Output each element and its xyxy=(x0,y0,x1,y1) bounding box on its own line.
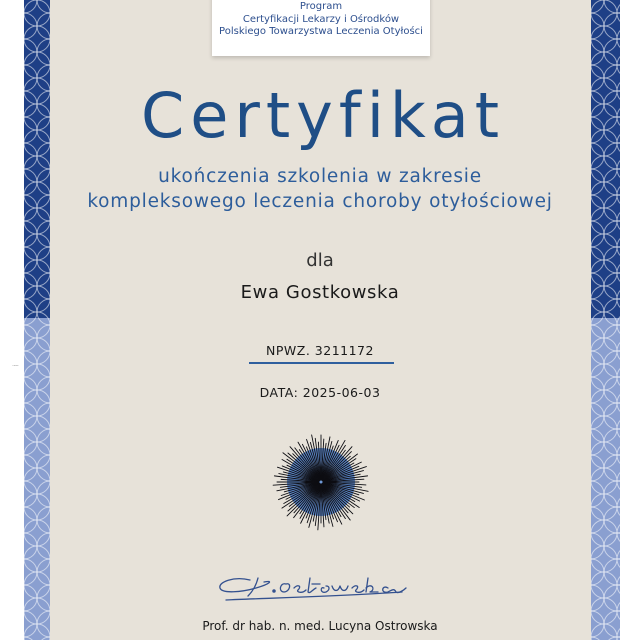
npwz-number: NPWZ. 3211172 xyxy=(266,343,374,358)
starburst-emblem-icon xyxy=(271,432,371,532)
for-label: dla xyxy=(306,250,334,271)
program-header-line-2: Certyfikacji Lekarzy i Ośrodków xyxy=(242,13,400,25)
certificate-subtitle-line-2: kompleksowego leczenia choroby otyłościowej xyxy=(87,191,553,212)
certificate-title: Certyfikat xyxy=(140,79,506,152)
signer-name: Prof. dr hab. n. med. Lucyna Ostrowska xyxy=(202,619,438,633)
certificate-date: DATA: 2025-06-03 xyxy=(259,385,381,400)
certificate-subtitle-line-1: ukończenia szkolenia w zakresie xyxy=(158,166,482,187)
signature-text: L. Ostrowska xyxy=(12,366,19,367)
program-header xyxy=(212,0,430,56)
program-header-line-1: Program xyxy=(299,1,343,12)
recipient-name: Ewa Gostkowska xyxy=(240,282,400,303)
npwz-underline xyxy=(249,362,394,364)
program-header-line-3: Polskiego Towarzystwa Leczenia Otyłości xyxy=(219,26,423,37)
